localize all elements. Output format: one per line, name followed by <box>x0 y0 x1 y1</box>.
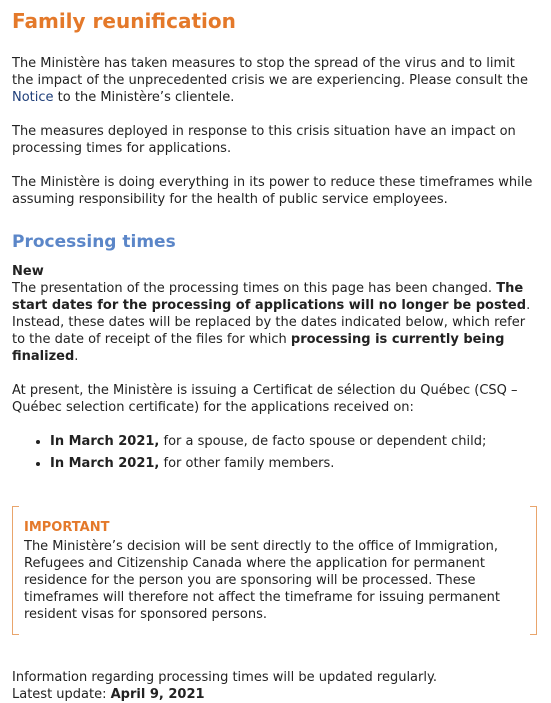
list-item-date: In March 2021, <box>50 434 160 449</box>
intro-paragraph-notice <box>12 55 539 106</box>
new-label: New <box>12 264 44 279</box>
present-paragraph: At present, the Ministère is issuing a Certificat de sélection du Québec (CSQ – Québec selection certificate) for the applications received on: <box>12 383 518 415</box>
list-item-text: for other family members. <box>159 456 335 471</box>
notice-link[interactable]: Notice <box>12 90 54 105</box>
intro-text-end: to the Ministère’s clientele. <box>53 90 235 105</box>
new-text: . <box>74 349 79 364</box>
latest-update <box>12 686 539 703</box>
footer <box>12 669 539 703</box>
list-item-date: In March 2021, <box>50 456 160 471</box>
list-item <box>50 433 539 450</box>
important-heading: IMPORTANT <box>24 520 110 535</box>
bracket-right <box>530 506 537 635</box>
intro-text: The Ministère has taken measures to stop the spread of the virus and to limit the impact of the unprecedented crisis we are experiencing. Please consult the <box>12 56 528 88</box>
update-info: Information regarding processing times will be updated regularly. <box>12 670 437 685</box>
new-text: . Instead, these dates will be replaced by the dates indicated below, which refer to the date of receipt of the files for which <box>12 298 531 347</box>
important-text: The Ministère’s decision will be sent directly to the office of Immigration, Refugees and Citizenship Canada where the application for permanent residence for the person you are sponsoring will be processed. These timeframes will therefore not affect the timeframe for issuing permanent resident visas for sponsored persons. <box>24 539 500 622</box>
important-box <box>12 506 537 635</box>
latest-update-label: Latest update: <box>12 687 111 702</box>
bracket-left <box>12 506 19 635</box>
processing-dates-list <box>12 433 539 472</box>
new-bold-text: The start dates for the processing of applications will no longer be posted <box>12 281 527 313</box>
list-item-text: for a spouse, de facto spouse or dependent child; <box>159 434 487 449</box>
intro-paragraph-impact: The measures deployed in response to this crisis situation have an impact on processing times for applications. <box>12 124 516 156</box>
new-text: The presentation of the processing times on this page has been changed. <box>12 281 497 296</box>
new-bold-text: processing is currently being finalized <box>12 332 505 364</box>
intro-paragraph-efforts: The Ministère is doing everything in its power to reduce these timeframes while assuming responsibility for the health of public service employees. <box>12 175 533 207</box>
processing-times-heading: Processing times <box>12 232 176 252</box>
page-title: Family reunification <box>12 9 236 33</box>
latest-update-date: April 9, 2021 <box>110 687 205 702</box>
list-item <box>50 455 539 472</box>
new-notice-paragraph <box>12 263 539 365</box>
